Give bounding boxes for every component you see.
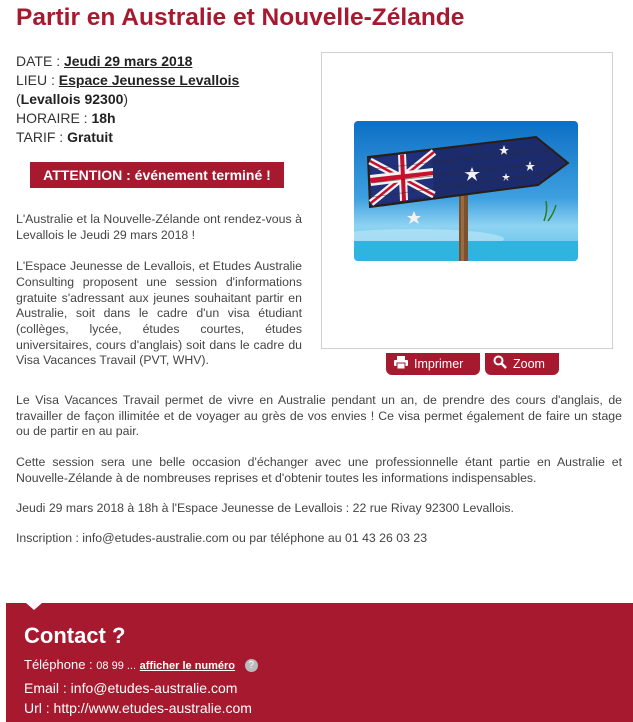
tarif-row (16, 128, 306, 147)
lieu-city: Levallois 92300 (20, 91, 124, 107)
lieu-label: LIEU : (16, 72, 59, 88)
event-photo[interactable] (354, 121, 578, 261)
desc-paragraph-1: L'Australie et la Nouvelle-Zélande ont rendez-vous à Levallois le Jeudi 29 mars 2018 ! (16, 212, 302, 242)
body-paragraph-2: Cette session sera une belle occasion d'échanger avec une professionnelle étant partie en Australie et Nouvelle-Zélande à de nombreuses reprises et d'obtenir toutes les informations indispensables. (16, 455, 622, 485)
show-number-link[interactable]: afficher le numéro (139, 660, 236, 672)
event-description (16, 212, 302, 385)
contact-url: Url : http://www.etudes-australie.com (24, 700, 252, 716)
help-icon[interactable]: ? (245, 659, 258, 672)
contact-heading: Contact ? (24, 623, 126, 648)
body-paragraph-4: Inscription : info@etudes-australie.com ou par téléphone au 01 43 26 03 23 (16, 531, 428, 545)
body-paragraph-1: Le Visa Vacances Travail permet de vivre en Australie pendant un an, de prendre des cours d'anglais, de travailler de façon illimitée et de voyager au grès de vos envies ! Ce visa permet également de faire un stage ou de partir en au pair. (16, 393, 622, 439)
event-image-frame (321, 52, 613, 349)
zoom-button[interactable] (485, 353, 559, 375)
australia-sign-image (354, 121, 578, 261)
tarif-value: Gratuit (67, 129, 113, 145)
lieu-city-row (16, 90, 306, 109)
horaire-label: HORAIRE : (16, 110, 92, 126)
print-label: Imprimer (414, 357, 464, 371)
magnifier-icon (493, 354, 507, 376)
contact-panel (6, 603, 633, 722)
date-row (16, 52, 306, 71)
date-label: DATE : (16, 53, 64, 69)
printer-icon (394, 354, 408, 376)
horaire-row (16, 109, 306, 128)
desc-paragraph-2: L'Espace Jeunesse de Levallois, et Etudes Australie Consulting proposent une session d'informations gratuite s'adressant aux jeunes souhaitant partir en Australie, soit dans le cadre d'un visa étudiant (collèges, lycée, études courtes, études universitaires, cours d'anglais) soit dans le cadre du Visa Vacances Travail (PVT, WHV). (16, 259, 302, 368)
body-paragraph-3: Jeudi 29 mars 2018 à 18h à l'Espace Jeunesse de Levallois : 22 rue Rivay 92300 Levallois. (16, 501, 514, 515)
contact-email: Email : info@etudes-australie.com (24, 680, 238, 696)
event-info (16, 52, 306, 147)
lieu-row (16, 71, 306, 90)
phone-label: Téléphone : (24, 657, 97, 672)
phone-partial: 08 99 ... (96, 660, 137, 672)
horaire-value: 18h (91, 110, 116, 126)
page-title: Partir en Australie et Nouvelle-Zélande (16, 4, 465, 31)
zoom-label: Zoom (513, 357, 545, 371)
lieu-close-paren: ) (123, 91, 129, 107)
lieu-link[interactable]: Espace Jeunesse Levallois (58, 72, 240, 88)
event-ended-alert: ATTENTION : événement terminé ! (30, 162, 284, 188)
contact-phone (24, 657, 258, 672)
print-button[interactable] (386, 353, 480, 375)
tarif-label: TARIF : (16, 129, 68, 145)
contact-notch (26, 603, 42, 610)
lieu-open-paren: ( (16, 91, 21, 107)
date-link[interactable]: Jeudi 29 mars 2018 (63, 53, 193, 69)
